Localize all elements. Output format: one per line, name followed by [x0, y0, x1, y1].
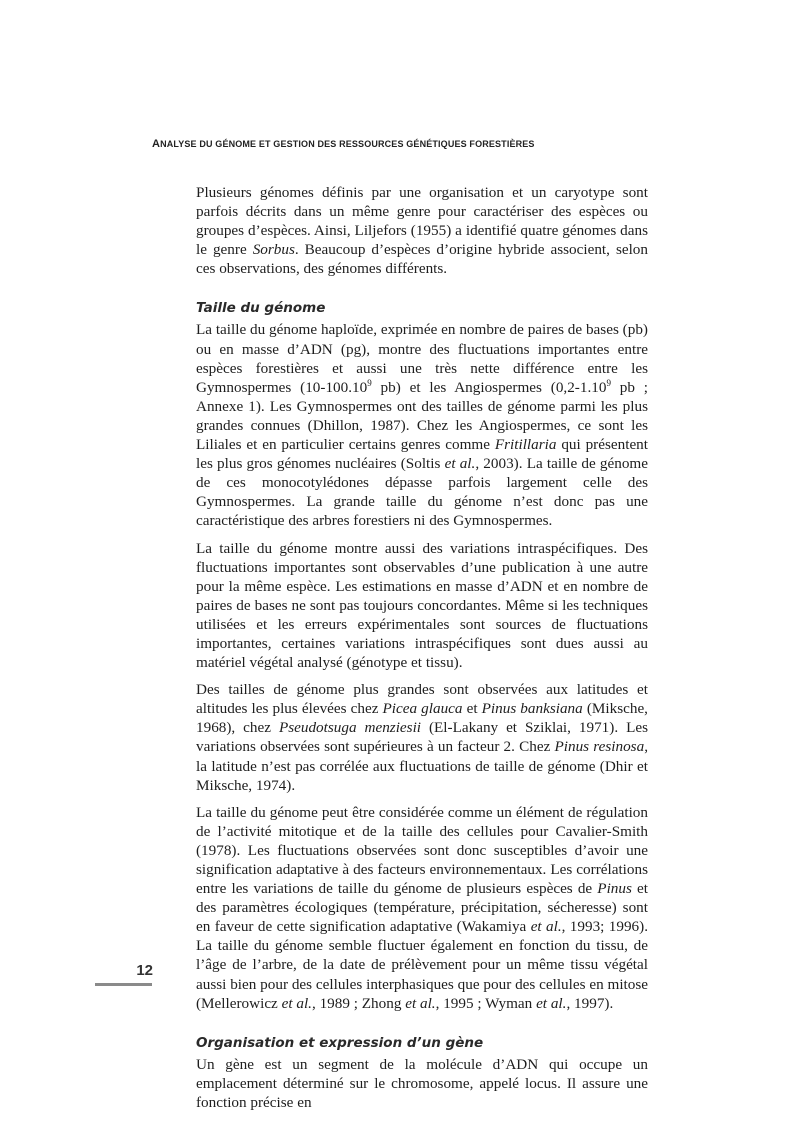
- text-run: , 1993; 1996). La taille du génome semble fluctuer également en fonction du tissu, de l’âge de l’arbre, de la date de prélèvement pour un même tissu végétal aussi bien pour des cellules interphasiques que pour des cellules en mitose (Mellerowicz: [196, 918, 649, 1012]
- text-run: La taille du génome peut être considérée comme un élément de régulation de l’activité mitotique et de la taille des cellules pour Cavalier-Smith (1978). Les fluctuations observées sont donc susceptibles d’avoir une signification adaptative à des facteurs environnementaux. Les corrélations entre les variations de taille du génome de plusieurs espèces de: [196, 803, 648, 898]
- text-run: Plusieurs génomes définis par une organisation et un caryotype sont parfois décrits dans un même genre pour caractériser des espèces ou groupes d’espèces. Ainsi, Liljefors (1955) a identifié quatre génomes dans le genre: [196, 184, 648, 259]
- italic-term: Pinus banksiana: [481, 700, 583, 718]
- footer-rule: [95, 983, 152, 986]
- paragraph-genome-size-3: [196, 680, 648, 795]
- italic-term: et al.: [530, 918, 562, 936]
- italic-term: et al.: [444, 455, 476, 473]
- body-text: [196, 183, 648, 1120]
- section-heading-genome-size: Taille du génome: [196, 300, 326, 317]
- text-run: et: [462, 700, 482, 718]
- italic-term: et al.: [536, 994, 567, 1012]
- section-heading-gene-expression: Organisation et expression d’un gène: [196, 1034, 484, 1051]
- italic-term: Sorbus: [252, 241, 295, 259]
- italic-term: Pseudotsuga menziesii: [278, 719, 422, 737]
- italic-term: et al.: [281, 994, 312, 1012]
- text-run: , 1989 ; Zhong: [311, 994, 406, 1012]
- page-number: 12: [136, 962, 153, 979]
- text-run: (El-Lakany et Sziklai, 1971). Les variations observées sont supérieures à un facteur 2. Chez: [196, 719, 648, 756]
- text-run: (Miksche, 1968), chez: [196, 700, 648, 737]
- text-run: , la latitude n’est pas corrélée aux fluctuations de taille de génome (Dhir et Miksche, 1974).: [196, 738, 648, 794]
- italic-term: Pinus: [597, 880, 632, 898]
- italic-term: Pinus resinosa: [554, 738, 645, 756]
- text-run: pb) et les Angiospermes (0,2-1.10: [371, 378, 607, 396]
- italic-term: Picea glauca: [382, 700, 463, 718]
- text-run: , 2003). La taille de génome de ces monocotylédones dépasse parfois largement celle des Gymnospermes. La grande taille du génome n’est donc pas une caractéristique des arbres forestiers ni des Gymnospermes.: [196, 455, 648, 530]
- paragraph-genome-size-1: [196, 320, 648, 530]
- running-head-initial: A: [152, 138, 161, 150]
- text-run: La taille du génome haploïde, exprimée en nombre de paires de bases (pb) ou en masse d’ADN (pg), montre des fluctuations importantes entre espèces forestières et aussi une très nette différence entre les Gymnospermes (10-100.10: [196, 321, 648, 396]
- italic-term: et al.: [405, 994, 436, 1012]
- text-run: qui présentent les plus gros génomes nucléaires (Soltis: [196, 436, 648, 473]
- italic-term: Fritillaria: [494, 436, 557, 454]
- text-run: . Beaucoup d’espèces d’origine hybride associent, selon ces observations, des génomes différents.: [196, 241, 648, 278]
- running-head: [152, 138, 672, 150]
- running-head-text: NALYSE DU GÉNOME ET GESTION DES RESSOURCES GÉNÉTIQUES FORESTIÈRES: [160, 139, 535, 149]
- superscript: 9: [367, 377, 372, 388]
- intro-paragraph: [196, 183, 648, 278]
- paragraph-genome-size-4: [196, 803, 648, 1013]
- text-run: , 1997).: [566, 994, 614, 1012]
- superscript: 9: [606, 377, 611, 388]
- text-run: , 1995 ; Wyman: [435, 994, 537, 1012]
- text-run: pb ; Annexe 1). Les Gymnospermes ont des tailles de génome parmi les plus grandes connues (Dhillon, 1987). Chez les Angiospermes, ce sont les Liliales et en particulier certains genres comme: [196, 378, 648, 454]
- paragraph-gene-1: Un gène est un segment de la molécule d’ADN qui occupe un emplacement déterminé sur le chromosome, appelé locus. Il assure une fonction précise en: [196, 1055, 648, 1111]
- text-run: Des tailles de génome plus grandes sont observées aux latitudes et altitudes les plus élevées chez: [196, 681, 648, 718]
- text-run: et des paramètres écologiques (température, précipitation, sécheresse) sont en faveur de cette signification adaptative (Wakamiya: [196, 880, 648, 936]
- paragraph-genome-size-2: La taille du génome montre aussi des variations intraspécifiques. Des fluctuations importantes sont observables d’une publication à une autre pour la même espèce. Les estimations en masse d’ADN et en nombre de paires de bases ne sont pas toujours concordantes. Même si les techniques utilisées et les erreurs expérimentales sont sources de fluctuations importantes, certaines variations intraspécifiques sont dues aussi au matériel végétal analysé (génotype et tissu).: [196, 539, 648, 672]
